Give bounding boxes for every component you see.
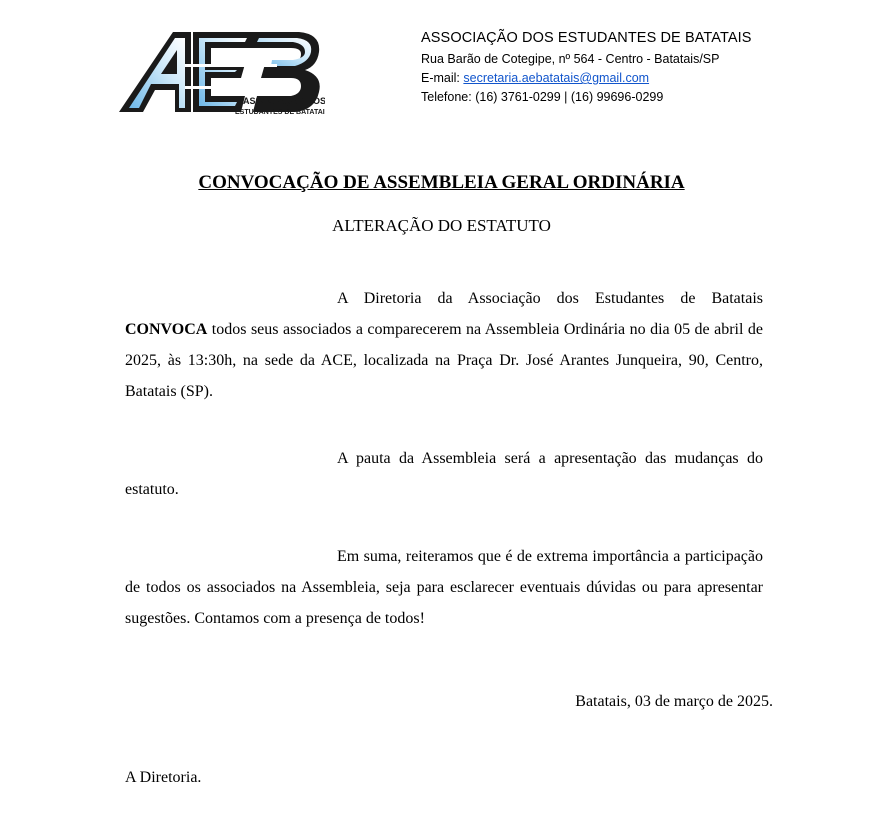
document-subtitle: ALTERAÇÃO DO ESTATUTO <box>332 216 551 235</box>
organization-phone: Telefone: (16) 3761-0299 | (16) 99696-0299 <box>421 90 664 104</box>
date-line: Batatais, 03 de março de 2025. <box>575 693 773 710</box>
signature: A Diretoria. <box>125 769 202 786</box>
paragraph-convocation <box>125 283 763 407</box>
paragraph-closing-text: Em suma, reiteramos que é de extrema importância a participação de todos os associados na Assembleia, seja para esclarecer eventuais dúvidas ou para apresentar sugestões. Contamos com a presença de todos! <box>125 548 763 627</box>
paragraph-agenda <box>125 443 763 505</box>
email-label: E-mail: <box>421 71 464 85</box>
aeb-logo <box>115 26 325 118</box>
paragraph-convocation-bold: CONVOCA <box>125 321 208 338</box>
organization-name: ASSOCIAÇÃO DOS ESTUDANTES DE BATATAIS <box>421 30 752 46</box>
organization-address: Rua Barão de Cotegipe, nº 564 - Centro - Batatais/SP <box>421 52 720 66</box>
paragraph-convocation-rest: todos seus associados a comparecerem na Assembleia Ordinária no dia 05 de abril de 2025, às 13:30h, na sede da ACE, localizada na Praça Dr. José Arantes Junqueira, 90, Centro, Batatais (SP). <box>125 321 763 400</box>
logo-caption-line2: ESTUDANTES DE BATATAIS <box>235 109 325 116</box>
paragraph-agenda-text: A pauta da Assembleia será a apresentação das mudanças do estatuto. <box>125 450 763 498</box>
logo-caption-line1: ASSOCIAÇÃO DOS <box>243 96 325 106</box>
aeb-logo-graphic <box>115 26 325 118</box>
email-link[interactable]: secretaria.aebatatais@gmail.com <box>463 71 650 85</box>
paragraph-closing <box>125 541 763 634</box>
paragraph-convocation-intro: A Diretoria da Associação dos Estudantes de Batatais <box>337 290 763 307</box>
organization-header <box>421 30 752 107</box>
organization-email-line <box>421 69 752 88</box>
document-title: CONVOCAÇÃO DE ASSEMBLEIA GERAL ORDINÁRIA <box>198 172 685 193</box>
